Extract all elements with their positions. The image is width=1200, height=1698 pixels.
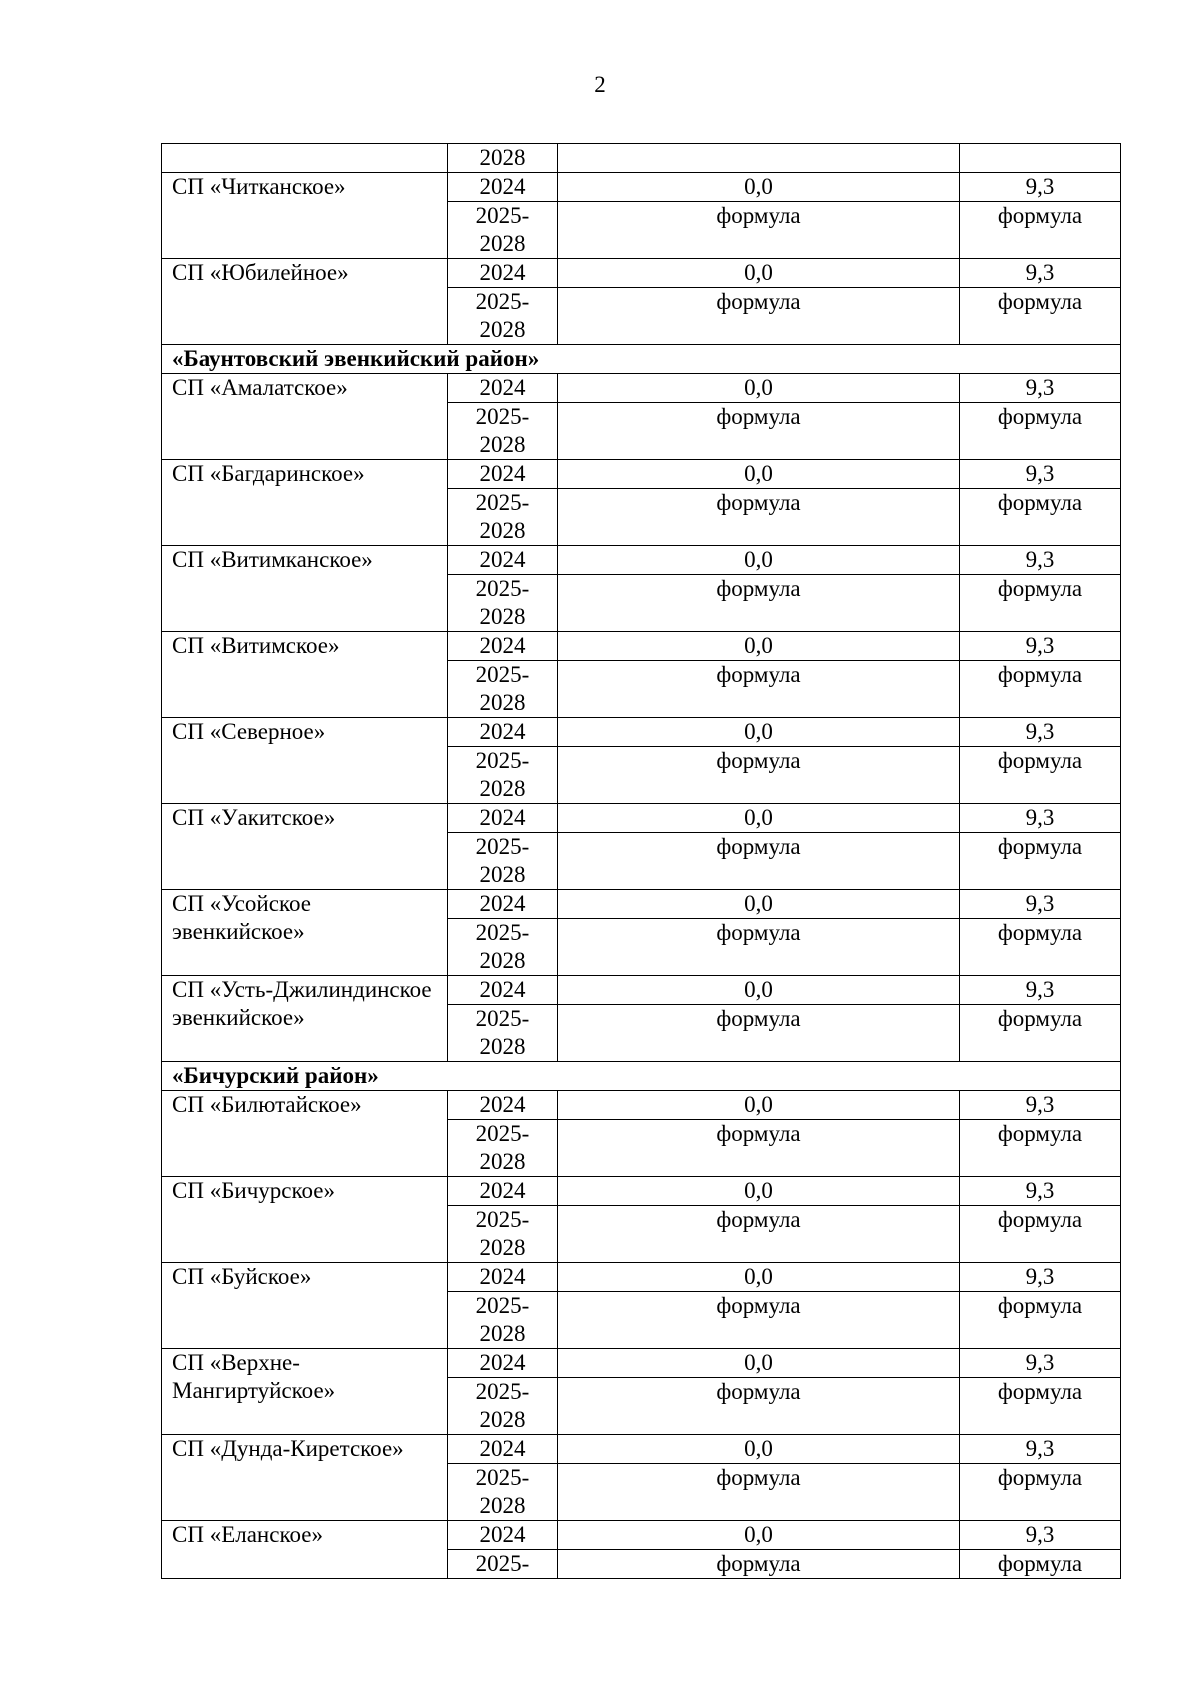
table-row: [162, 632, 1121, 661]
settlement-name: СП «Верхне-Мангиртуйское»: [162, 1349, 448, 1435]
tariff-table: [161, 143, 1121, 1579]
value-cell-1: формула: [558, 288, 960, 345]
value-cell-2: формула: [960, 575, 1121, 632]
year-range-cell: [448, 747, 558, 804]
year-range-start: 2025-: [475, 1121, 530, 1146]
value-cell-1: 0,0: [558, 546, 960, 575]
table-row: [162, 1091, 1121, 1120]
table-row: [162, 259, 1121, 288]
year-range-cell: [448, 1550, 558, 1579]
year-range-cell: [448, 1005, 558, 1062]
value-cell-2: 9,3: [960, 632, 1121, 661]
settlement-name: СП «Витимское»: [162, 632, 448, 718]
value-cell-2: 9,3: [960, 259, 1121, 288]
table-row: [162, 976, 1121, 1005]
table-row: [162, 718, 1121, 747]
year-range-cell: [448, 1206, 558, 1263]
year-cell: 2024: [448, 1435, 558, 1464]
value-cell-2: формула: [960, 202, 1121, 259]
value-cell-2: формула: [960, 1292, 1121, 1349]
value-cell-2: формула: [960, 403, 1121, 460]
settlement-name: СП «Дунда-Киретское»: [162, 1435, 448, 1521]
value-cell-2: [960, 144, 1121, 173]
settlement-name: СП «Северное»: [162, 718, 448, 804]
value-cell-1: 0,0: [558, 718, 960, 747]
value-cell-2: 9,3: [960, 1177, 1121, 1206]
year-cell: 2024: [448, 718, 558, 747]
year-range-cell: [448, 833, 558, 890]
table-row: [162, 1177, 1121, 1206]
year-range-start: 2025-: [475, 289, 530, 314]
year-range-end: 2028: [479, 231, 526, 256]
year-cell: 2024: [448, 173, 558, 202]
value-cell-1: формула: [558, 747, 960, 804]
value-cell-1: формула: [558, 1005, 960, 1062]
table-row: [162, 1263, 1121, 1292]
value-cell-1: 0,0: [558, 1349, 960, 1378]
value-cell-2: 9,3: [960, 173, 1121, 202]
table-row: [162, 173, 1121, 202]
year-range-cell: [448, 1292, 558, 1349]
value-cell-1: 0,0: [558, 259, 960, 288]
year-range-start: 2025-: [475, 1293, 530, 1318]
value-cell-1: формула: [558, 1292, 960, 1349]
year-cell: 2024: [448, 460, 558, 489]
value-cell-1: [558, 144, 960, 173]
value-cell-2: формула: [960, 1550, 1121, 1579]
year-range-end: 2028: [479, 317, 526, 342]
year-cell: 2024: [448, 374, 558, 403]
year-range-end: 2028: [479, 432, 526, 457]
value-cell-2: формула: [960, 919, 1121, 976]
value-cell-1: формула: [558, 1550, 960, 1579]
value-cell-2: формула: [960, 489, 1121, 546]
value-cell-2: 9,3: [960, 1349, 1121, 1378]
value-cell-2: формула: [960, 288, 1121, 345]
value-cell-1: формула: [558, 403, 960, 460]
value-cell-2: формула: [960, 1378, 1121, 1435]
year-cell: 2024: [448, 1349, 558, 1378]
year-range-end: 2028: [479, 948, 526, 973]
settlement-name: СП «Билютайское»: [162, 1091, 448, 1177]
year-range-cell: [448, 403, 558, 460]
settlement-name: СП «Юбилейное»: [162, 259, 448, 345]
year-range-start: 2025-: [475, 1207, 530, 1232]
year-cell: 2024: [448, 259, 558, 288]
value-cell-1: 0,0: [558, 1177, 960, 1206]
name-cell: [162, 144, 448, 173]
year-cell: 2024: [448, 890, 558, 919]
year-range-cell: [448, 1120, 558, 1177]
year-range-end: 2028: [479, 518, 526, 543]
value-cell-2: формула: [960, 661, 1121, 718]
value-cell-2: формула: [960, 1206, 1121, 1263]
year-range-cell: [448, 1378, 558, 1435]
table-row: [162, 374, 1121, 403]
value-cell-2: 9,3: [960, 1263, 1121, 1292]
value-cell-2: 9,3: [960, 1435, 1121, 1464]
year-range-cell: [448, 575, 558, 632]
value-cell-1: 0,0: [558, 890, 960, 919]
settlement-name: СП «Читканское»: [162, 173, 448, 259]
value-cell-2: формула: [960, 1464, 1121, 1521]
district-row: [162, 345, 1121, 374]
district-row: [162, 1062, 1121, 1091]
year-range-cell: [448, 202, 558, 259]
table-row: [162, 804, 1121, 833]
year-range-end: 2028: [479, 1321, 526, 1346]
year-range-start: 2025-: [475, 490, 530, 515]
value-cell-1: формула: [558, 919, 960, 976]
value-cell-1: формула: [558, 202, 960, 259]
year-range-end: 2028: [479, 1407, 526, 1432]
value-cell-1: формула: [558, 1378, 960, 1435]
year-range-start: 2025-: [475, 920, 530, 945]
year-range-start: 2025-: [475, 1551, 530, 1576]
value-cell-1: формула: [558, 575, 960, 632]
value-cell-2: формула: [960, 1120, 1121, 1177]
value-cell-1: формула: [558, 489, 960, 546]
district-title: «Баунтовский эвенкийский район»: [162, 345, 1121, 374]
value-cell-1: формула: [558, 1120, 960, 1177]
year-cell: 2024: [448, 1177, 558, 1206]
table-row: [162, 546, 1121, 575]
value-cell-2: формула: [960, 1005, 1121, 1062]
year-cell: 2024: [448, 1263, 558, 1292]
settlement-name: СП «Уакитское»: [162, 804, 448, 890]
year-range-end: 2028: [479, 862, 526, 887]
year-cell: 2024: [448, 976, 558, 1005]
year-range-end: 2028: [479, 604, 526, 629]
settlement-name: СП «Бичурское»: [162, 1177, 448, 1263]
year-range-start: 2025-: [475, 662, 530, 687]
value-cell-2: 9,3: [960, 1091, 1121, 1120]
year-range-cell: [448, 661, 558, 718]
year-range-start: 2025-: [475, 834, 530, 859]
value-cell-2: формула: [960, 747, 1121, 804]
year-range-end: 2028: [479, 776, 526, 801]
table-row-continuation: [162, 144, 1121, 173]
year-range-start: 2025-: [475, 1006, 530, 1031]
settlement-name: СП «Багдаринское»: [162, 460, 448, 546]
settlement-name: СП «Амалатское»: [162, 374, 448, 460]
year-cell: 2024: [448, 632, 558, 661]
value-cell-2: 9,3: [960, 718, 1121, 747]
value-cell-1: формула: [558, 1464, 960, 1521]
value-cell-1: 0,0: [558, 1263, 960, 1292]
year-range-cell: [448, 288, 558, 345]
value-cell-1: 0,0: [558, 374, 960, 403]
year-range-cell: [448, 489, 558, 546]
value-cell-1: формула: [558, 833, 960, 890]
settlement-name: СП «Усойское эвенкийское»: [162, 890, 448, 976]
table-row: [162, 1349, 1121, 1378]
value-cell-2: 9,3: [960, 546, 1121, 575]
value-cell-1: 0,0: [558, 804, 960, 833]
year-range-cell: [448, 1464, 558, 1521]
settlement-name: СП «Витимканское»: [162, 546, 448, 632]
settlement-name: СП «Усть-Джилиндинское эвенкийское»: [162, 976, 448, 1062]
year-range-end: 2028: [479, 1235, 526, 1260]
table-row: [162, 460, 1121, 489]
year-cell: 2024: [448, 804, 558, 833]
value-cell-1: 0,0: [558, 1521, 960, 1550]
value-cell-1: 0,0: [558, 173, 960, 202]
settlement-name: СП «Буйское»: [162, 1263, 448, 1349]
year-range-start: 2025-: [475, 1379, 530, 1404]
year-cell: 2024: [448, 1521, 558, 1550]
value-cell-1: 0,0: [558, 1435, 960, 1464]
value-cell-2: 9,3: [960, 804, 1121, 833]
year-range-start: 2025-: [475, 1465, 530, 1490]
value-cell-1: 0,0: [558, 1091, 960, 1120]
value-cell-1: формула: [558, 1206, 960, 1263]
year-cell: 2028: [448, 144, 558, 173]
value-cell-1: формула: [558, 661, 960, 718]
value-cell-1: 0,0: [558, 460, 960, 489]
value-cell-2: формула: [960, 833, 1121, 890]
table-body: [162, 144, 1121, 1579]
value-cell-2: 9,3: [960, 1521, 1121, 1550]
year-range-start: 2025-: [475, 576, 530, 601]
year-cell: 2024: [448, 546, 558, 575]
district-title: «Бичурский район»: [162, 1062, 1121, 1091]
table-row: [162, 1435, 1121, 1464]
year-range-end: 2028: [479, 690, 526, 715]
value-cell-2: 9,3: [960, 374, 1121, 403]
value-cell-2: 9,3: [960, 890, 1121, 919]
settlement-name: СП «Еланское»: [162, 1521, 448, 1579]
year-cell: 2024: [448, 1091, 558, 1120]
year-range-end: 2028: [479, 1034, 526, 1059]
value-cell-1: 0,0: [558, 976, 960, 1005]
year-range-end: 2028: [479, 1149, 526, 1174]
year-range-cell: [448, 919, 558, 976]
table-row: [162, 890, 1121, 919]
table-row: [162, 1521, 1121, 1550]
page-number: 2: [594, 72, 606, 97]
value-cell-2: 9,3: [960, 976, 1121, 1005]
year-range-end: 2028: [479, 1493, 526, 1518]
value-cell-2: 9,3: [960, 460, 1121, 489]
year-range-start: 2025-: [475, 404, 530, 429]
year-range-start: 2025-: [475, 203, 530, 228]
year-range-start: 2025-: [475, 748, 530, 773]
value-cell-1: 0,0: [558, 632, 960, 661]
